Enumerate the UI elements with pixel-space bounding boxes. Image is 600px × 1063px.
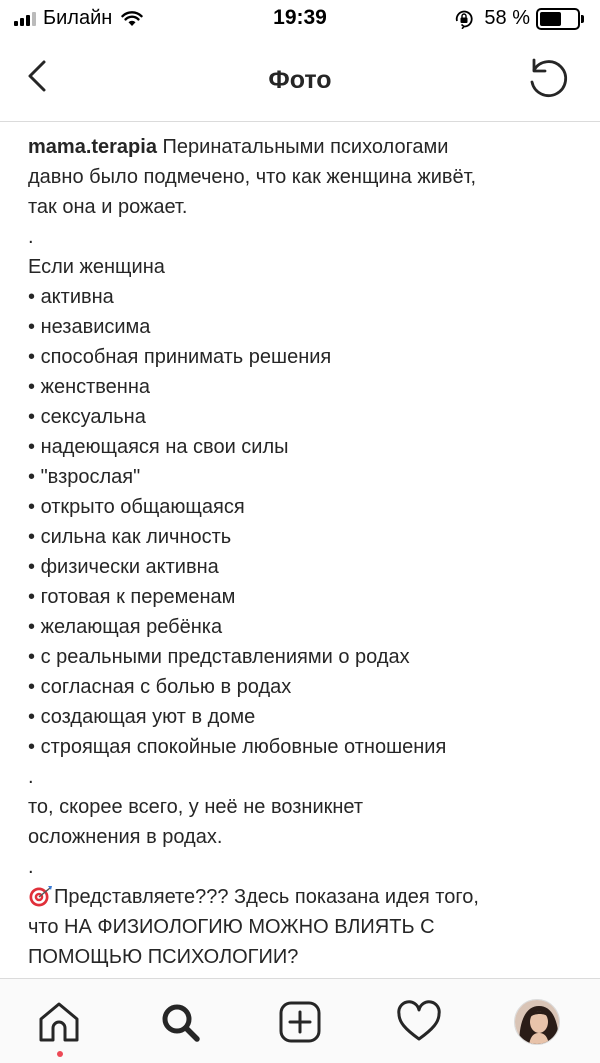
add-post-icon [277,999,323,1045]
bullet-item: • желающая ребёнка [28,612,583,642]
page-title: Фото [268,66,332,94]
bullet-item: • физически активна [28,552,583,582]
tab-bar [0,978,600,1063]
tab-activity[interactable] [394,997,444,1047]
profile-avatar-image [515,1000,560,1045]
notification-dot [57,1051,63,1057]
caption-separator: . [28,766,34,788]
bullet-item: • согласная с болью в родах [28,672,583,702]
tab-home[interactable] [34,997,84,1047]
caption-intro-line: так она и рожает. [28,196,188,218]
bullet-item: • создающая уют в доме [28,702,583,732]
caption-conclusion-line: то, скорее всего, у неё не возникнет [28,796,364,818]
bullet-item: • "взрослая" [28,462,583,492]
home-icon [36,999,82,1045]
bullet-item: • сексуальна [28,402,583,432]
battery-icon [536,8,580,30]
tab-search[interactable] [155,997,205,1047]
tab-profile[interactable] [512,997,562,1047]
direct-hit-emoji-icon [28,885,54,907]
caption-final-line: ПОМОЩЬЮ ПСИХОЛОГИИ? [28,946,299,968]
caption-list-intro: Если женщина [28,256,165,278]
status-time: 19:39 [273,6,327,29]
status-bar [0,0,600,38]
bullet-item: • женственна [28,372,583,402]
tab-add-post[interactable] [275,997,325,1047]
bullet-item: • строящая спокойные любовные отношения [28,732,583,762]
caption-intro-line: давно было подмечено, что как женщина живёт, [28,166,477,188]
bullet-item: • готовая к переменам [28,582,583,612]
caption-final-line: что НА ФИЗИОЛОГИЮ МОЖНО ВЛИЯТЬ С [28,916,435,938]
caption-final-text: Представляете??? Здесь показана идея того, [54,886,479,908]
search-icon [157,999,203,1045]
refresh-button[interactable] [524,54,572,102]
bullet-item: • с реальными представлениями о родах [28,642,583,672]
battery-tip [581,15,584,23]
caption-separator: . [28,856,34,878]
orientation-lock-icon [454,9,474,29]
refresh-icon [524,54,572,102]
bullet-item: • сильна как личность [28,522,583,552]
nav-header [0,38,600,122]
bullet-item: • независима [28,312,583,342]
status-right [454,7,584,30]
heart-icon [395,999,443,1045]
bullet-item: • надеющаяся на свои силы [28,432,583,462]
caption-bullet-list [28,282,583,762]
battery-percent: 58 % [484,7,530,29]
battery-level [540,12,561,26]
carrier-name: Билайн [43,7,113,29]
post-caption [28,132,583,1002]
caption-username[interactable]: mama.terapia [28,136,157,158]
bullet-item: • открыто общающаяся [28,492,583,522]
caption-separator: . [28,226,34,248]
caption-final-line [28,882,583,912]
avatar [514,999,560,1045]
bullet-item: • способная принимать решения [28,342,583,372]
bullet-item: • активна [28,282,583,312]
caption-intro-line: Перинатальными психологами [162,136,449,158]
caption-conclusion-line: осложнения в родах. [28,826,223,848]
caption-first-line [28,132,583,162]
